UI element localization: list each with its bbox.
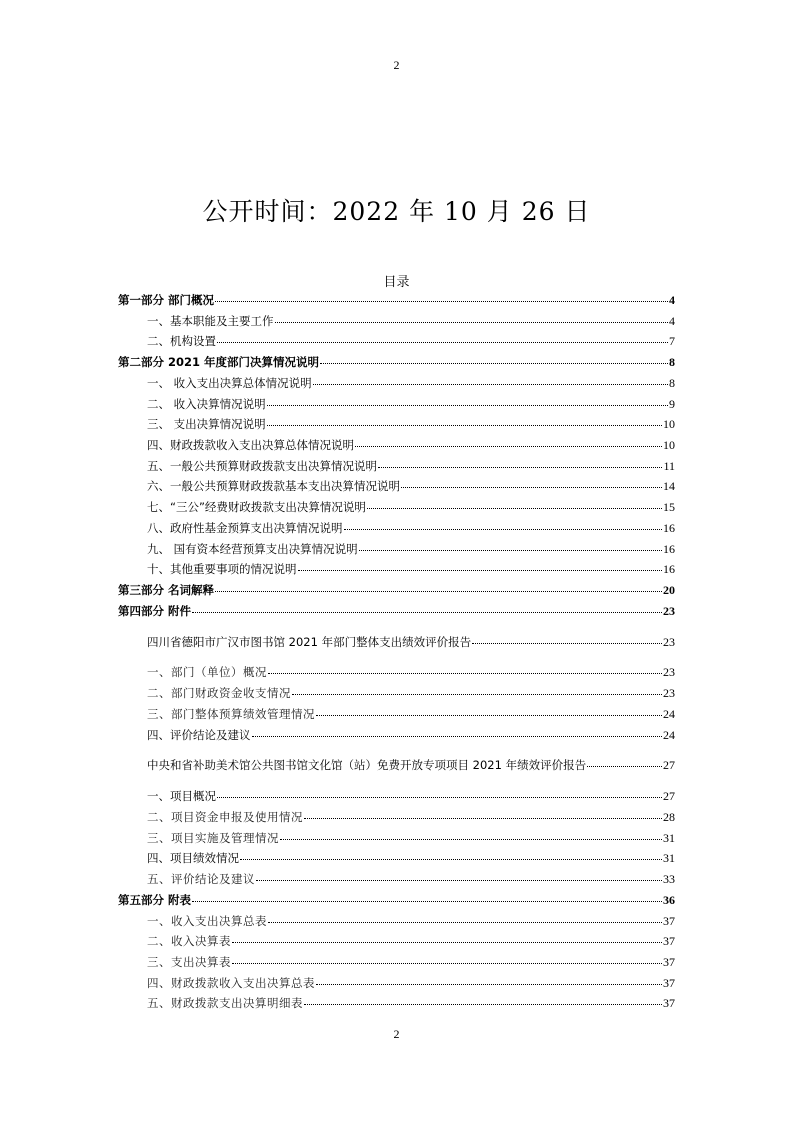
toc-leader-dots bbox=[280, 829, 662, 840]
toc-entry-label: 二、部门财政资金收支情况 bbox=[147, 686, 291, 700]
toc-entry-page: 24 bbox=[663, 728, 675, 742]
toc-entry[interactable] bbox=[118, 292, 675, 308]
toc-leader-dots bbox=[316, 974, 662, 985]
toc-entry[interactable] bbox=[118, 458, 675, 474]
toc-entry-label: 五、财政拨款支出决算明细表 bbox=[147, 996, 303, 1010]
toc-leader-dots bbox=[320, 353, 668, 364]
toc-entry-label: 中央和省补助美术馆公共图书馆文化馆（站）免费开放专项项目 2021 年绩效评价报告 bbox=[147, 758, 587, 772]
toc-leader-dots bbox=[355, 436, 662, 447]
toc-entry-label: 第四部分 附件 bbox=[118, 604, 192, 618]
toc-entry-page: 8 bbox=[669, 355, 675, 369]
toc-entry-label: 一、 收入支出决算总体情况说明 bbox=[147, 376, 312, 390]
toc-entry[interactable] bbox=[118, 582, 675, 598]
toc-leader-dots bbox=[267, 415, 662, 426]
toc-entry[interactable] bbox=[118, 313, 675, 329]
toc-entry[interactable] bbox=[118, 850, 675, 866]
toc-leader-dots bbox=[217, 332, 668, 343]
toc-leader-dots bbox=[267, 395, 668, 406]
toc-entry-page: 16 bbox=[663, 521, 675, 535]
toc-entry-label: 一、项目概况 bbox=[147, 789, 216, 803]
toc-entry[interactable] bbox=[118, 933, 675, 949]
toc-entry[interactable] bbox=[118, 561, 675, 577]
toc-entry[interactable] bbox=[118, 913, 675, 929]
toc-entry-page: 4 bbox=[669, 314, 675, 328]
page-number-bottom: 2 bbox=[393, 1027, 400, 1041]
toc-leader-dots bbox=[359, 540, 662, 551]
toc-entry-page: 24 bbox=[663, 707, 675, 721]
toc-entry[interactable] bbox=[118, 603, 675, 619]
publication-date: 公开时间：2022 年 10 月 26 日 bbox=[202, 197, 591, 226]
toc-entry[interactable] bbox=[118, 995, 675, 1011]
toc-leader-dots bbox=[378, 457, 662, 468]
toc-leader-dots bbox=[304, 994, 662, 1005]
toc-entry-page: 27 bbox=[663, 789, 675, 803]
toc-leader-dots bbox=[472, 633, 662, 644]
toc-entry-label: 一、收入支出决算总表 bbox=[147, 914, 267, 928]
toc-entry-page: 37 bbox=[663, 996, 675, 1010]
toc-entry[interactable] bbox=[118, 499, 675, 515]
toc-entry-label: 二、 收入决算情况说明 bbox=[147, 397, 266, 411]
toc-entry[interactable] bbox=[118, 892, 675, 908]
toc-leader-dots bbox=[344, 519, 663, 530]
toc-entry-page: 9 bbox=[669, 397, 675, 411]
toc-entry-page: 28 bbox=[663, 810, 675, 824]
toc-entry-label: 七、“三公”经费财政拨款支出决算情况说明 bbox=[147, 500, 366, 514]
toc-entry-label: 五、一般公共预算财政拨款支出决算情况说明 bbox=[147, 459, 377, 473]
toc-entry-label: 九、 国有资本经营预算支出决算情况说明 bbox=[147, 542, 358, 556]
toc-entry[interactable] bbox=[118, 788, 675, 804]
toc-entry[interactable] bbox=[118, 975, 675, 991]
toc-leader-dots bbox=[587, 756, 662, 767]
toc-leader-dots bbox=[232, 953, 662, 964]
toc-entry[interactable] bbox=[118, 830, 675, 846]
toc-leader-dots bbox=[292, 684, 662, 695]
toc-entry[interactable] bbox=[118, 954, 675, 970]
toc-entry-page: 8 bbox=[669, 376, 675, 390]
toc-entry-page: 15 bbox=[663, 500, 675, 514]
toc-entry-page: 20 bbox=[663, 583, 675, 597]
toc-entry-page: 14 bbox=[663, 479, 675, 493]
toc-entry-label: 第二部分 2021 年度部门决算情况说明 bbox=[118, 355, 320, 369]
toc-entry-page: 16 bbox=[663, 562, 675, 576]
toc-entry-label: 六、一般公共预算财政拨款基本支出决算情况说明 bbox=[147, 479, 400, 493]
toc-entry-label: 四、财政拨款收入支出决算总体情况说明 bbox=[147, 438, 354, 452]
toc-entry-label: 四、财政拨款收入支出决算总表 bbox=[147, 976, 315, 990]
toc-entry[interactable] bbox=[118, 685, 675, 701]
toc-entry[interactable] bbox=[118, 354, 675, 370]
toc-leader-dots bbox=[401, 477, 662, 488]
toc-entry[interactable] bbox=[118, 375, 675, 391]
toc-entry-label: 三、部门整体预算绩效管理情况 bbox=[147, 707, 315, 721]
toc-entry-page: 10 bbox=[663, 438, 675, 452]
toc-entry[interactable] bbox=[118, 520, 675, 536]
toc-leader-dots bbox=[215, 291, 668, 302]
toc-entry-label: 三、 支出决算情况说明 bbox=[147, 417, 266, 431]
toc-leader-dots bbox=[268, 912, 662, 923]
toc-entry[interactable] bbox=[118, 396, 675, 412]
page-number-top: 2 bbox=[393, 58, 400, 72]
toc-entry[interactable] bbox=[118, 706, 675, 722]
toc-leader-dots bbox=[367, 498, 662, 509]
toc-entry-page: 4 bbox=[669, 293, 675, 307]
toc-leader-dots bbox=[252, 726, 663, 737]
toc-entry-label: 二、机构设置 bbox=[147, 334, 216, 348]
toc-entry-page: 23 bbox=[663, 635, 675, 649]
toc-entry-page: 16 bbox=[663, 542, 675, 556]
toc-entry-label: 一、部门（单位）概况 bbox=[147, 665, 267, 679]
toc-entry-label: 四、项目绩效情况 bbox=[147, 851, 239, 865]
toc-entry[interactable] bbox=[118, 478, 675, 494]
toc-entry-page: 37 bbox=[663, 934, 675, 948]
toc-entry[interactable] bbox=[118, 437, 675, 453]
toc-entry-label: 第五部分 附表 bbox=[118, 893, 192, 907]
toc-entry-label: 三、支出决算表 bbox=[147, 955, 231, 969]
toc-entry-page: 33 bbox=[663, 872, 675, 886]
toc-entry-page: 23 bbox=[663, 665, 675, 679]
toc-entry-label: 第一部分 部门概况 bbox=[118, 293, 215, 307]
toc-leader-dots bbox=[256, 870, 662, 881]
toc-entry-label: 一、基本职能及主要工作 bbox=[147, 314, 274, 328]
toc-entry-label: 三、项目实施及管理情况 bbox=[147, 831, 279, 845]
toc-entry-page: 31 bbox=[663, 851, 675, 865]
toc-leader-dots bbox=[192, 602, 662, 613]
toc-leader-dots bbox=[215, 581, 662, 592]
toc-entry-page: 36 bbox=[663, 893, 675, 907]
toc-leader-dots bbox=[304, 808, 662, 819]
toc-title: 目录 bbox=[383, 275, 410, 290]
toc-entry[interactable] bbox=[118, 333, 675, 349]
toc-leader-dots bbox=[275, 312, 669, 323]
toc-entry-page: 11 bbox=[663, 459, 675, 473]
toc-entry-page: 37 bbox=[663, 976, 675, 990]
toc-entry-label: 八、政府性基金预算支出决算情况说明 bbox=[147, 521, 343, 535]
toc-entry[interactable] bbox=[118, 634, 675, 650]
toc-entry[interactable] bbox=[118, 757, 675, 773]
toc-leader-dots bbox=[316, 705, 662, 716]
toc-entry-label: 第三部分 名词解释 bbox=[118, 583, 215, 597]
toc-entry-page: 37 bbox=[663, 914, 675, 928]
toc-entry-page: 27 bbox=[663, 758, 675, 772]
toc-entry[interactable] bbox=[118, 809, 675, 825]
toc-leader-dots bbox=[232, 932, 662, 943]
toc-entry[interactable] bbox=[118, 727, 675, 743]
toc-entry-page: 7 bbox=[669, 334, 675, 348]
toc-entry-label: 十、其他重要事项的情况说明 bbox=[147, 562, 297, 576]
toc-leader-dots bbox=[240, 849, 662, 860]
toc-entry-page: 23 bbox=[663, 604, 675, 618]
toc-entry[interactable] bbox=[118, 664, 675, 680]
toc-entry[interactable] bbox=[118, 541, 675, 557]
toc-entry-label: 四川省德阳市广汉市图书馆 2021 年部门整体支出绩效评价报告 bbox=[147, 635, 472, 649]
toc-leader-dots bbox=[313, 374, 668, 385]
toc-entry[interactable] bbox=[118, 871, 675, 887]
toc-leader-dots bbox=[298, 560, 663, 571]
toc-entry-label: 二、项目资金申报及使用情况 bbox=[147, 810, 303, 824]
toc-leader-dots bbox=[268, 663, 662, 674]
toc-entry-label: 五、评价结论及建议 bbox=[147, 872, 255, 886]
toc-entry-page: 23 bbox=[663, 686, 675, 700]
toc-entry-label: 二、收入决算表 bbox=[147, 934, 231, 948]
toc-entry-page: 31 bbox=[663, 831, 675, 845]
toc-leader-dots bbox=[192, 891, 662, 902]
toc-entry-page: 37 bbox=[663, 955, 675, 969]
toc-entry-label: 四、评价结论及建议 bbox=[147, 728, 251, 742]
toc-entry-page: 10 bbox=[663, 417, 675, 431]
toc-leader-dots bbox=[217, 787, 662, 798]
toc-entry[interactable] bbox=[118, 416, 675, 432]
